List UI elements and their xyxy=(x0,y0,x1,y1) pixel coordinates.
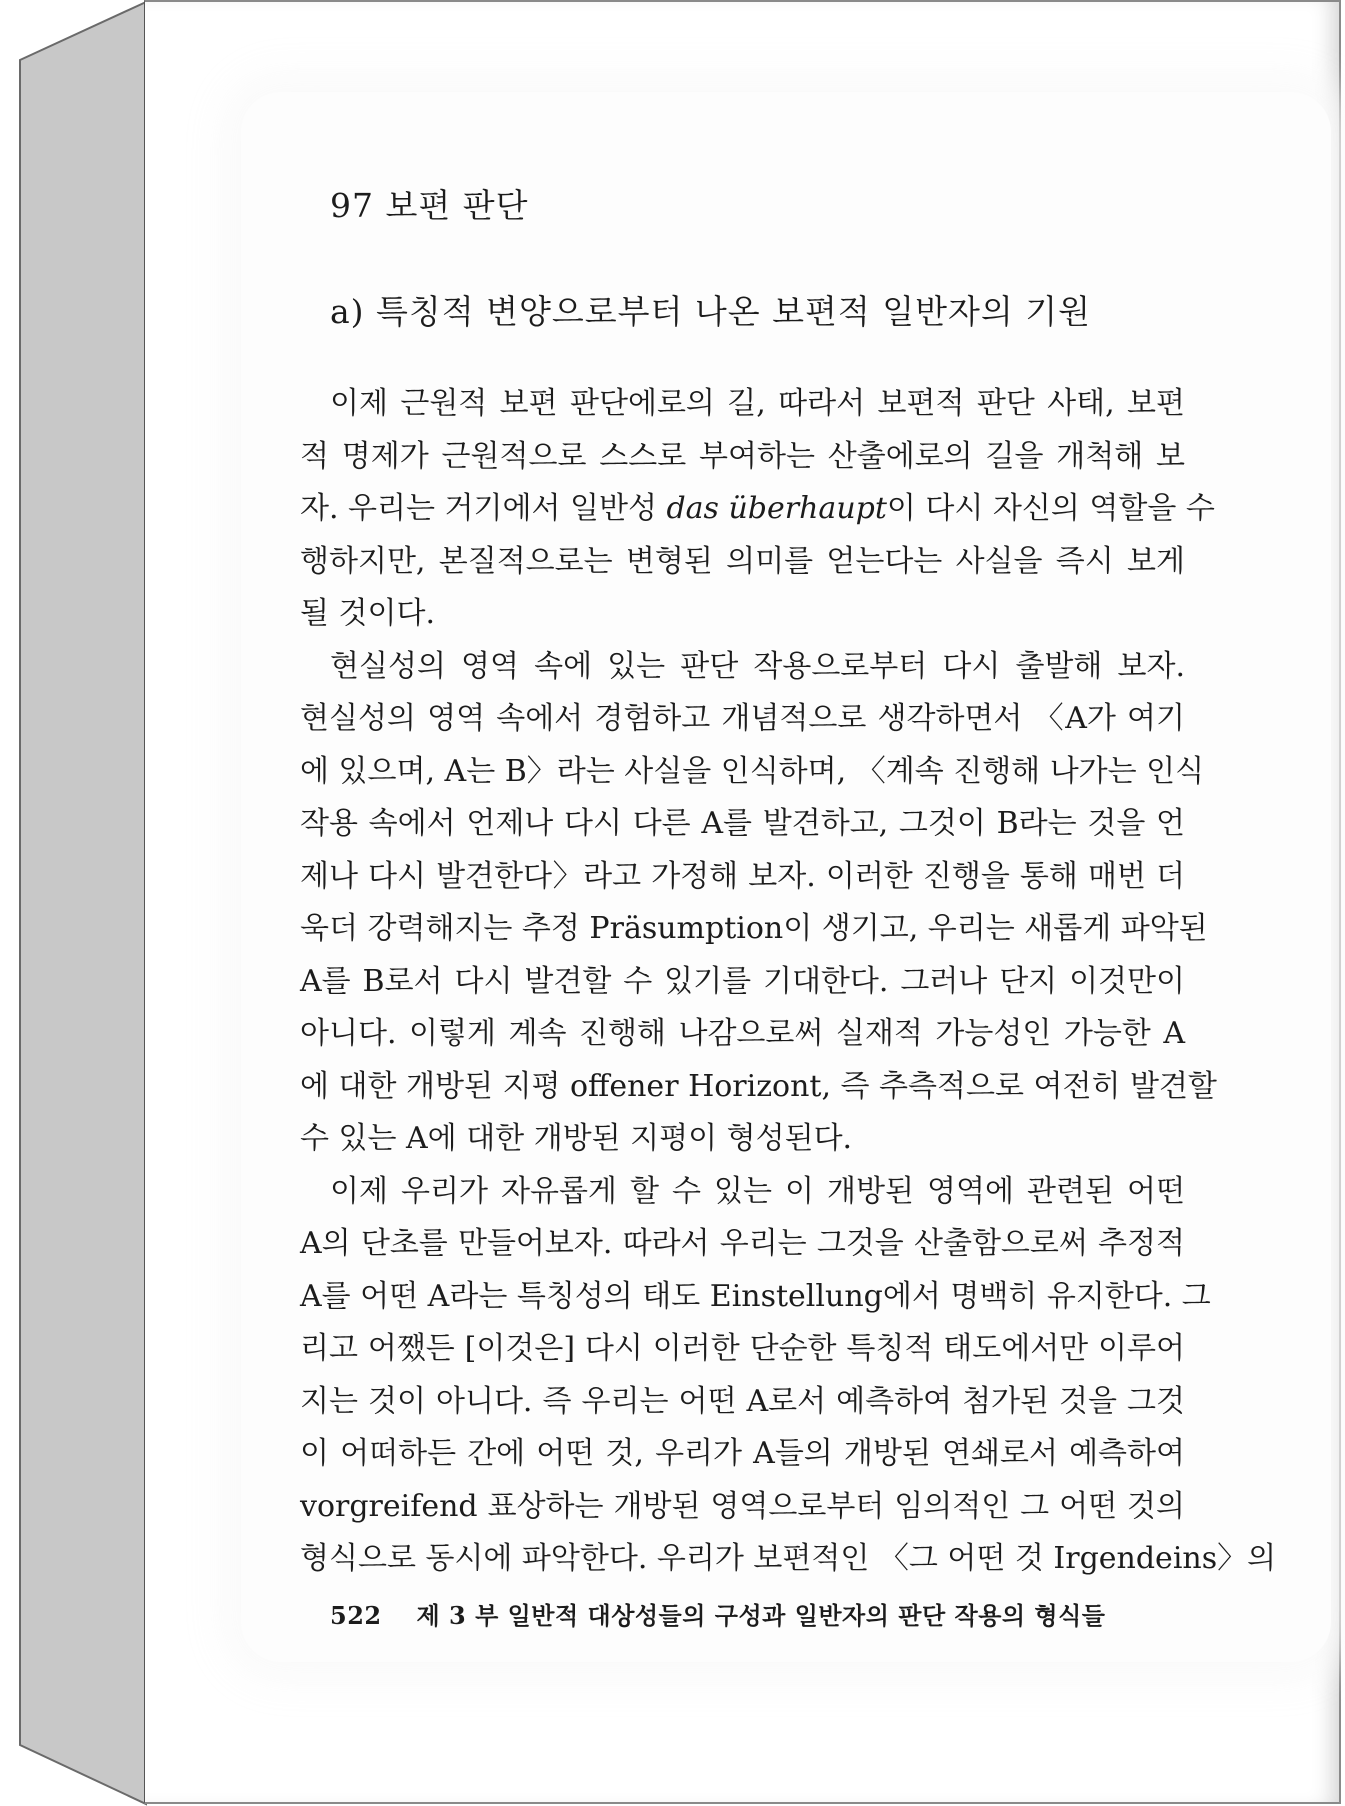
text-line: vorgreifend 표상하는 개방된 영역으로부터 임의적인 그 어떤 것의 xyxy=(300,1488,1185,1524)
paragraph xyxy=(300,378,1215,641)
text-line: 수 있는 A에 대한 개방된 지평이 형성된다. xyxy=(300,1121,853,1156)
text-line: 형식으로 동시에 파악한다. 우리가 보편적인 〈그 어떤 것 Irgendeins〉의 xyxy=(300,1541,1277,1576)
text-line: 제나 다시 발견한다〉라고 가정해 보자. 이러한 진행을 통해 매번 더 xyxy=(300,858,1185,894)
text-line: 욱더 강력해지는 추정 Präsumption이 생기고, 우리는 새롭게 파악된 xyxy=(300,911,1208,946)
book-spine-graphic xyxy=(0,0,150,1806)
text-line: 자. 우리는 거기에서 일반성 das überhaupt이 다시 자신의 역할을 수 xyxy=(300,491,1215,526)
body-text xyxy=(300,378,1277,1586)
text-line: 지는 것이 아니다. 즉 우리는 어떤 A로서 예측하여 첨가된 것을 그것 xyxy=(300,1383,1185,1419)
paragraph xyxy=(300,1166,1277,1586)
text-line: A를 어떤 A라는 특칭성의 태도 Einstellung에서 명백히 유지한다. 그 xyxy=(300,1278,1211,1314)
text-line: 행하지만, 본질적으로는 변형된 의미를 얻는다는 사실을 즉시 보게 xyxy=(300,543,1185,579)
text-line: 현실성의 영역 속에서 경험하고 개념적으로 생각하면서 〈A가 여기 xyxy=(300,701,1185,736)
paragraph xyxy=(300,641,1217,1166)
running-title: 제 3 부 일반적 대상성들의 구성과 일반자의 판단 작용의 형식들 xyxy=(416,1601,1106,1630)
text-line: A의 단초를 만들어보자. 따라서 우리는 그것을 산출함으로써 추정적 xyxy=(300,1226,1185,1261)
section-title: 97 보편 판단 xyxy=(330,186,529,225)
text-line: 적 명제가 근원적으로 스스로 부여하는 산출에로의 길을 개척해 보 xyxy=(300,438,1185,474)
text-line: 작용 속에서 언제나 다시 다른 A를 발견하고, 그것이 B라는 것을 언 xyxy=(300,806,1185,841)
text-line: 에 대한 개방된 지평 offener Horizont, 즉 추측적으로 여전히 발견할 xyxy=(300,1068,1217,1104)
page-footer xyxy=(330,1596,1105,1631)
text-line: 아니다. 이렇게 계속 진행해 나감으로써 실재적 가능성인 가능한 A xyxy=(300,1016,1185,1051)
text-line: 현실성의 영역 속에 있는 판단 작용으로부터 다시 출발해 보자. xyxy=(330,648,1185,684)
text-line: 될 것이다. xyxy=(300,596,435,631)
text-line: 이제 우리가 자유롭게 할 수 있는 이 개방된 영역에 관련된 어떤 xyxy=(330,1173,1185,1209)
text-line: 이 어떠하든 간에 어떤 것, 우리가 A들의 개방된 연쇄로서 예측하여 xyxy=(300,1436,1185,1471)
text-line: A를 B로서 다시 발견할 수 있기를 기대한다. 그러나 단지 이것만이 xyxy=(300,963,1185,999)
text-line: 리고 어쨌든 [이것은] 다시 이러한 단순한 특칭적 태도에서만 이루어 xyxy=(300,1331,1185,1366)
subsection-title: a) 특칭적 변양으로부터 나온 보편적 일반자의 기원 xyxy=(330,292,1092,331)
text-line: 에 있으며, A는 B〉라는 사실을 인식하며, 〈계속 진행해 나가는 인식 xyxy=(300,753,1205,789)
page-number: 522 xyxy=(330,1601,382,1630)
text-line: 이제 근원적 보편 판단에로의 길, 따라서 보편적 판단 사태, 보편 xyxy=(330,386,1185,421)
